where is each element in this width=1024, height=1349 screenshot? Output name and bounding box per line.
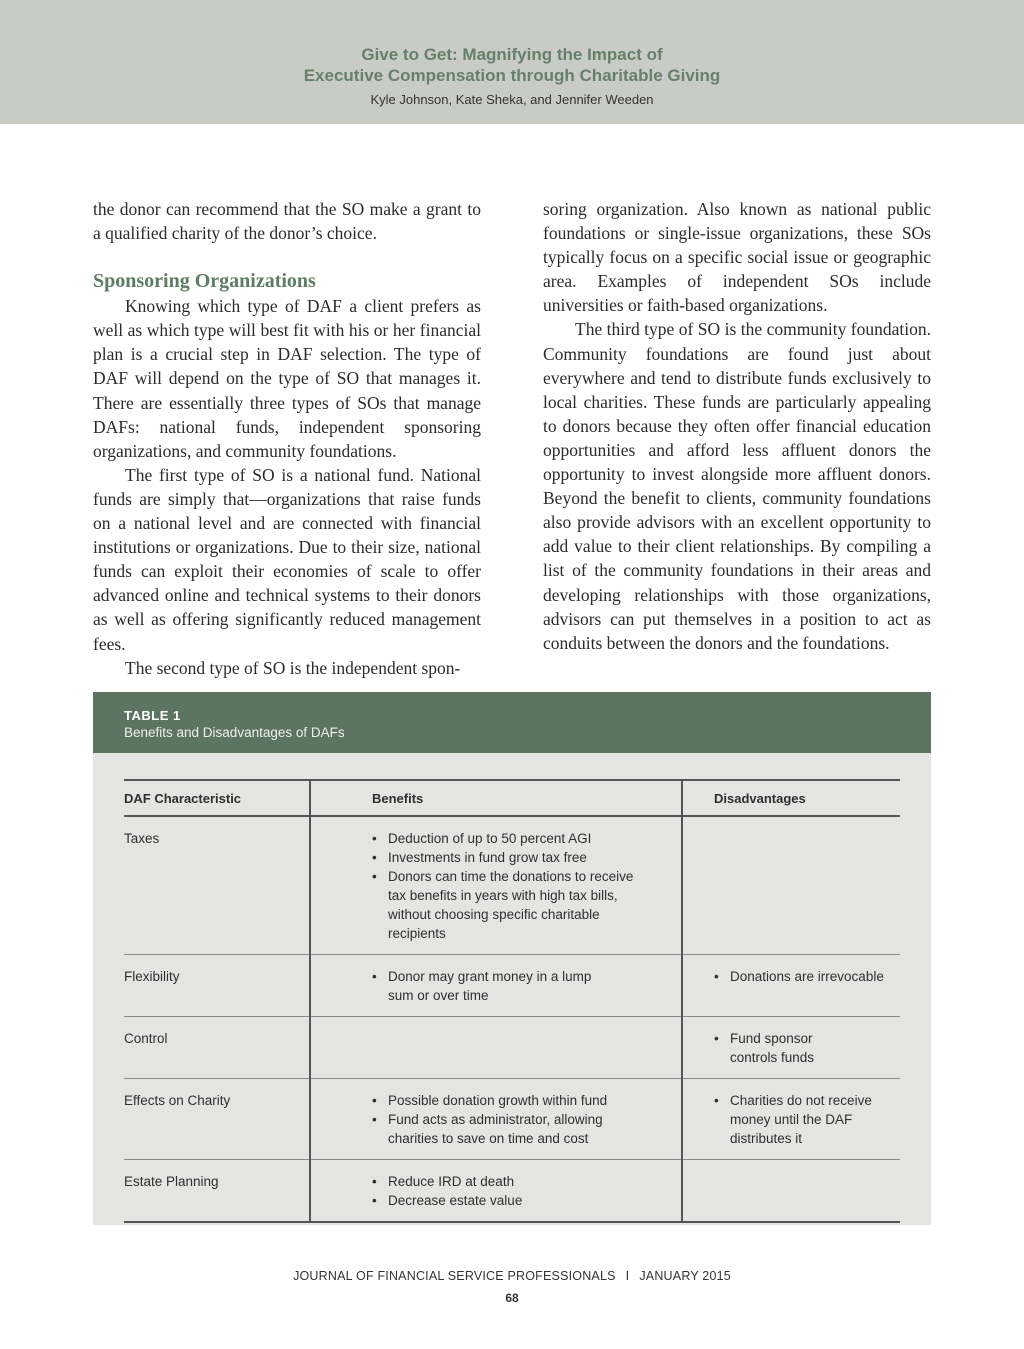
disadvantages-cell [682, 1160, 900, 1223]
benefits-cell [310, 1160, 682, 1223]
disadvantages-cell [682, 955, 900, 1017]
benefits-cell [310, 955, 682, 1017]
table-1-panel [93, 692, 931, 1225]
characteristic-cell: Effects on Charity [124, 1079, 310, 1160]
issue-date: JANUARY 2015 [639, 1269, 731, 1283]
paragraph: The second type of SO is the independent spon- [125, 657, 461, 678]
table-label: TABLE 1 [124, 708, 181, 723]
benefit-item: • Investments in fund grow tax free [372, 848, 634, 867]
disadvantage-item: • Charities do not receive money until the DAF distributes it [714, 1091, 892, 1148]
daf-table [124, 779, 900, 1223]
section-heading: Sponsoring Organizations [93, 270, 316, 293]
characteristic-cell: Estate Planning [124, 1160, 310, 1223]
article-title-line-2: Executive Compensation through Charitable Giving [303, 66, 721, 85]
benefit-item: • Fund acts as administrator, allowing charities to save on time and cost [372, 1110, 640, 1148]
running-header [0, 0, 1024, 124]
characteristic-cell: Flexibility [124, 955, 310, 1017]
disadvantages-cell [682, 1079, 900, 1160]
table-row [124, 1017, 900, 1079]
page-number: 68 [505, 1291, 519, 1305]
table-header-row [124, 780, 900, 816]
benefit-item: • Donors can time the donations to receive tax benefits in years with high tax bills, without choosing specific charitable recipients [372, 867, 634, 943]
characteristic-cell: Taxes [124, 816, 310, 955]
article-authors: Kyle Johnson, Kate Sheka, and Jennifer Weeden [370, 92, 654, 107]
disadvantages-cell [682, 1017, 900, 1079]
paragraph: soring organization. Also known as national public foundations or single-issue organizations, these SOs typically focus on a specific social issue or geographic area. Examples of independent SOs include universities or faith-based organizations. [543, 199, 931, 316]
left-column [93, 197, 481, 680]
journal-name: JOURNAL OF FINANCIAL SERVICE PROFESSIONALS [293, 1269, 616, 1283]
paragraph: the donor can recommend that the SO make a grant to a qualified charity of the donor’s choice. [93, 199, 481, 244]
benefits-cell [310, 1017, 682, 1079]
benefit-item: • Possible donation growth within fund [372, 1091, 640, 1110]
footer-journal-line [0, 1269, 1024, 1283]
benefit-item: • Donor may grant money in a lump sum or over time [372, 967, 592, 1005]
benefits-cell [310, 816, 682, 955]
column-header-benefits: Benefits [310, 780, 682, 816]
benefits-cell [310, 1079, 682, 1160]
table-row [124, 816, 900, 955]
footer-separator: I [625, 1269, 630, 1283]
paragraph: The third type of SO is the community foundation. Community foundations are found just about everywhere and tend to distribute funds exclusively to local charities. These funds are particularly appealing to donors because they often offer financial education opportunities and afford less affluent donors the opportunity to invest alongside more affluent donors. Beyond the benefit to clients, community foundations also provide advisors with an excellent opportunity to add value to their client relationships. By compiling a list of the community foundations in their areas and developing relationships with those organizations, advisors can put themselves in a position to act as conduits between the donors and the foundations. [543, 319, 931, 653]
table-caption: Benefits and Disadvantages of DAFs [124, 725, 345, 740]
benefit-item: • Reduce IRD at death [372, 1172, 634, 1191]
column-header-characteristic: DAF Characteristic [124, 780, 310, 816]
disadvantage-item: • Fund sponsor controls funds [714, 1029, 844, 1067]
right-column [543, 197, 931, 655]
paragraph: The first type of SO is a national fund. National funds are simply that—organizations that raise funds on a national level and are connected with financial institutions or organizations. Due to their size, national funds can exploit their economies of scale to offer advanced online and technical systems to their donors as well as offering significantly reduced management fees. [93, 464, 481, 654]
disadvantages-cell [682, 816, 900, 955]
table-row [124, 955, 900, 1017]
table-header-band [93, 692, 931, 753]
benefit-item: • Decrease estate value [372, 1191, 634, 1210]
table-row [124, 1160, 900, 1223]
benefit-item: • Deduction of up to 50 percent AGI [372, 829, 634, 848]
article-title-line-1: Give to Get: Magnifying the Impact of [361, 45, 663, 64]
paragraph: Knowing which type of DAF a client prefers as well as which type will best fit with his or her financial plan is a crucial step in DAF selection. The type of DAF will depend on the type of SO that manages it. There are essentially three types of SOs that manage DAFs: national funds, independent sponsoring organizations, and community foundations. [93, 296, 481, 461]
column-header-disadvantages: Disadvantages [682, 780, 900, 816]
disadvantage-item: • Donations are irrevocable [714, 967, 900, 986]
characteristic-cell: Control [124, 1017, 310, 1079]
table-row [124, 1079, 900, 1160]
